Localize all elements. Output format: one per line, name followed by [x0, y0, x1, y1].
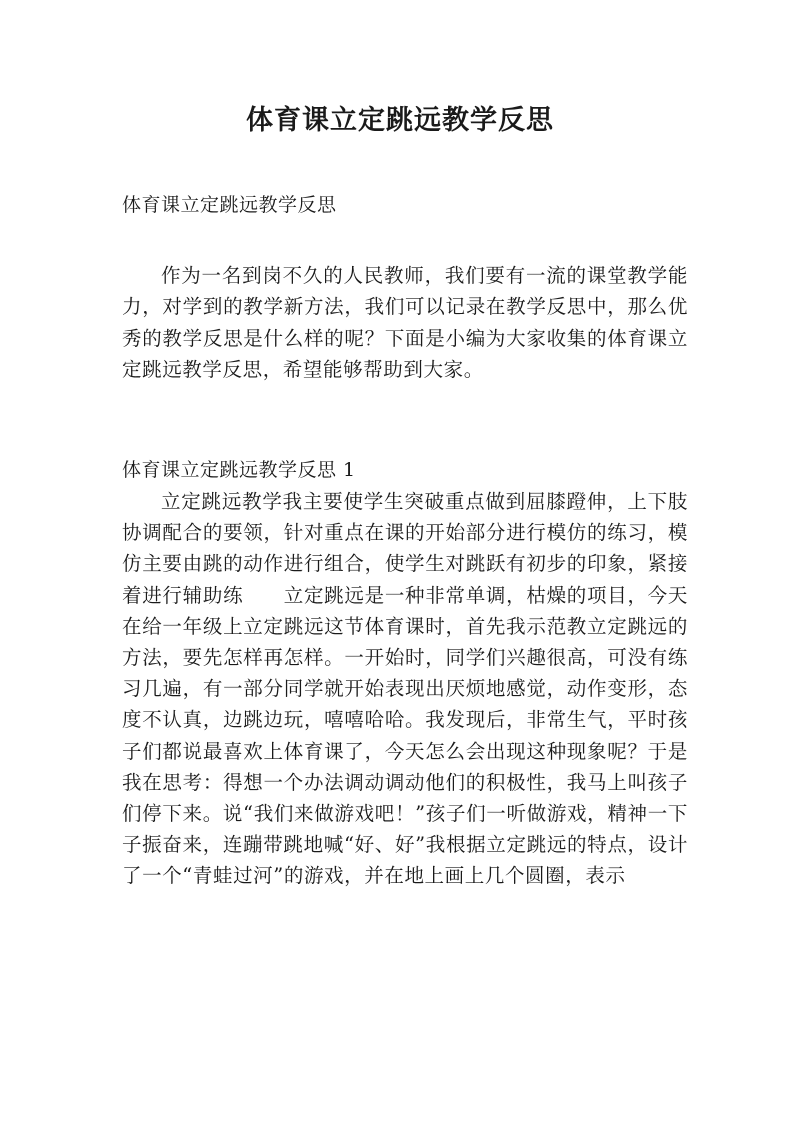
document-subtitle: 体育课立定跳远教学反思	[122, 194, 337, 216]
document-title: 体育课立定跳远教学反思	[246, 105, 554, 136]
section-heading: 体育课立定跳远教学反思 1	[122, 459, 356, 481]
section-body-paragraph: 立定跳远教学我主要使学生突破重点做到屈膝蹬伸，上下肢协调配合的要领，针对重点在课的开始部分进行模仿的练习，模仿主要由跳的动作进行组合，使学生对跳跃有初步的印象，紧接着进行辅助练 立定跳远是一种非常单调，枯燥的项目，今天在给一年级上立定跳远这节体育课时，首先我示范教立定跳远的方法，要先怎样再怎样。一开始时，同学们兴趣很高，可没有练习几遍，有一部分同学就开始表现出厌烦地感觉，动作变形，态度不认真，边跳边玩，嘻嘻哈哈。我发现后，非常生气，平时孩子们都说最喜欢上体育课了，今天怎么会出现这种现象呢？于是我在思考：得想一个办法调动调动他们的积极性，我马上叫孩子们停下来。说“我们来做游戏吧！”孩子们一听做游戏，精神一下子振奋来，连蹦带跳地喊“好、好”我根据立定跳远的特点，设计了一个“青蛙过河”的游戏，并在地上画上几个圆圈，表示	[122, 490, 688, 888]
intro-paragraph: 作为一名到岗不久的人民教师，我们要有一流的课堂教学能力，对学到的教学新方法，我们可以记录在教学反思中，那么优秀的教学反思是什么样的呢？下面是小编为大家收集的体育课立定跳远教学反思，希望能够帮助到大家。	[122, 264, 688, 381]
